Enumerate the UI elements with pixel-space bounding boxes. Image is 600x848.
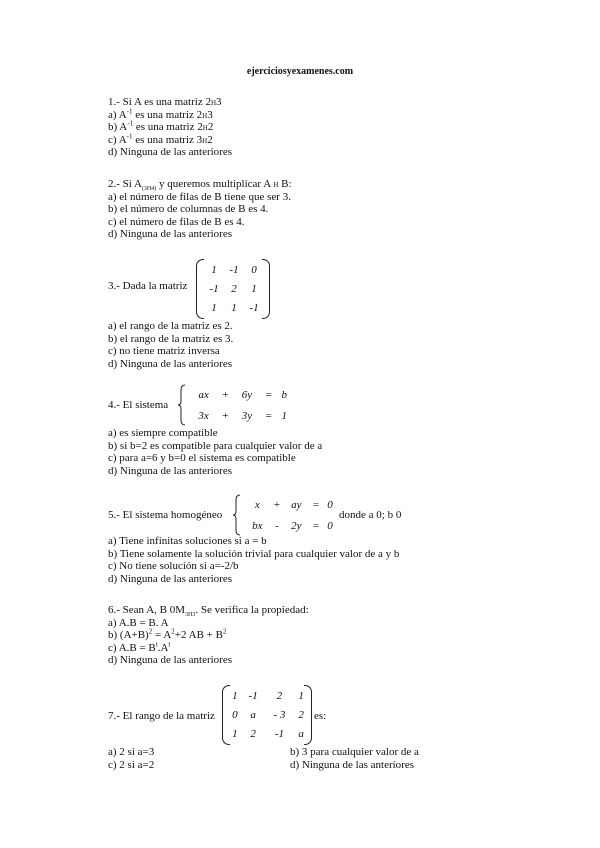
q7-tail: es: [314,710,327,722]
q3-option-d: d) Ninguna de las anteriores [108,357,233,370]
matrix-cell: 1 [232,690,238,703]
q3-option-b: b) el rango de la matriz es 3. [108,332,234,345]
equation-term: 1 [281,409,288,422]
q5-option-a: a) Tiene infinitas soluciones si a = b [108,535,267,547]
equation-term: 0 [327,519,333,532]
q1-option-a: a) $A^{-1}$ es una matriz 2H3 [108,106,213,121]
q3-option-a: a) el rango de la matriz es 2. [108,320,233,332]
matrix-cell: 2 [298,708,304,721]
q7-matrix [222,685,312,745]
matrix-cell: -1 [249,301,259,314]
q7-option-d: d) Ninguna de las anteriores [290,759,415,771]
equation-term: x [254,498,260,511]
q2-option-a: a) el número de filas de B tiene que ser 3. [108,190,291,203]
q4-option-b: b) si b=2 es compatible para cualquier valor de a [108,439,323,452]
q4-system-table [191,384,291,426]
q5-system-table [246,494,336,536]
q7-option-c: c) 2 si a=2 [108,759,155,771]
q1-option-b: b) $A^{-1}$ es una matriz 2H2 [108,119,214,133]
q2-option-d: d) Ninguna de las anteriores [108,228,233,240]
equation-term: 2y [291,519,302,532]
matrix-cell: 1 [251,282,257,295]
equation-term: 6y [241,388,253,401]
q1-title: 1.- Si A es una matriz 2H3 [108,96,222,108]
equation-term: = [264,388,273,401]
q1-option-d: d) Ninguna de las anteriores [108,146,233,158]
q4-system [177,384,297,426]
q5-title: 5.- El sistema homogéneo [108,509,223,521]
equation-term: ax [198,388,209,401]
equation-term: + [273,498,281,511]
equation-term: - [275,519,279,532]
equation-term: = [312,498,320,511]
equation-term: 0 [327,498,333,511]
matrix-cell: 0 [251,264,257,277]
q5-option-d: d) Ninguna de las anteriores [108,572,233,585]
matrix-cell: a [250,708,256,721]
matrix-cell: -1 [209,282,219,295]
matrix-cell: 0 [232,708,238,721]
matrix-cell: 2 [231,282,237,295]
q3-option-c: c) no tiene matriz inversa [108,345,220,357]
matrix-cell: 1 [211,301,217,314]
q2-option-b: b) el número de columnas de B es 4. [108,203,269,215]
equation-term: = [312,519,320,532]
q4-option-d: d) Ninguna de las anteriores [108,464,233,477]
matrix-cell: 1 [232,727,238,740]
question-1 [108,96,232,159]
q6-option-a: a) A.B = B. A [108,616,169,629]
matrix-cell: 1 [298,690,304,703]
q4-option-c: c) para a=6 y b=0 el sistema es compatible [108,452,296,464]
q2-option-c: c) el número de filas de B es 4. [108,215,245,228]
q6-option-b: b) $(A+B)^2 = A^2+2$ AB + $B^2$ [108,627,227,641]
left-brace-icon [177,384,187,426]
matrix-left-paren [196,259,204,319]
equation-term: + [221,409,229,422]
equation-term: bx [252,519,263,532]
equation-term: = [264,409,273,422]
equation-term: 3x [198,409,209,422]
left-brace-icon [232,494,242,536]
equation-term: ay [291,498,302,511]
matrix-cell: 2 [250,727,256,740]
equation-term: 3y [241,409,253,422]
q6-option-d: d) Ninguna de las anteriores [108,654,233,666]
matrix-cell: 1 [231,301,237,314]
q4-option-a: a) es siempre compatible [108,427,218,439]
matrix-cell: 1 [211,264,217,277]
matrix-cell: -1 [248,690,258,703]
question-5-options [108,535,399,585]
q5-tail: donde a 0; b 0 [339,509,402,521]
q7-matrix-table [228,687,308,743]
q4-title: 4.- El sistema [108,399,169,411]
matrix-cell: -1 [274,727,284,740]
q5-option-b: b) Tiene solamente la solución trivial para cualquier valor de a y b [108,547,400,560]
question-3-options [108,320,233,370]
matrix-cell: a [298,727,304,740]
question-2 [108,178,292,241]
q7-title: 7.- El rango de la matriz [108,710,215,722]
q6-title: 6.- Sean A, B $0M_{3H3}$. Se verifica la propiedad: [108,604,309,619]
question-4-options [108,427,322,477]
matrix-cell: - 3 [273,708,286,721]
q7-option-a: a) 2 si a=3 [108,746,155,758]
q5-system [232,494,338,536]
matrix-cell: -1 [229,264,239,277]
q3-title: 3.- Dada la matriz [108,280,188,292]
q1-option-c: c) $A^{-1}$ es una matriz 3H2 [108,131,213,146]
q7-option-b: b) 3 para cualquier valor de a [290,746,419,758]
equation-term: b [281,388,288,401]
q6-option-c: c) $A.B = B^t.A^t$ [108,639,171,654]
site-header: ejerciciosyexamenes.com [246,66,354,77]
q3-matrix [196,259,270,319]
equation-term: + [221,388,229,401]
q2-title: 2.- Si $A_{(3H4)}$ y queremos multiplicar A H B: [108,178,292,193]
question-6 [108,604,309,667]
q3-matrix-table [204,261,264,317]
matrix-cell: 2 [276,690,283,703]
q5-option-c: c) No tiene solución si a=-2/b [108,560,239,572]
